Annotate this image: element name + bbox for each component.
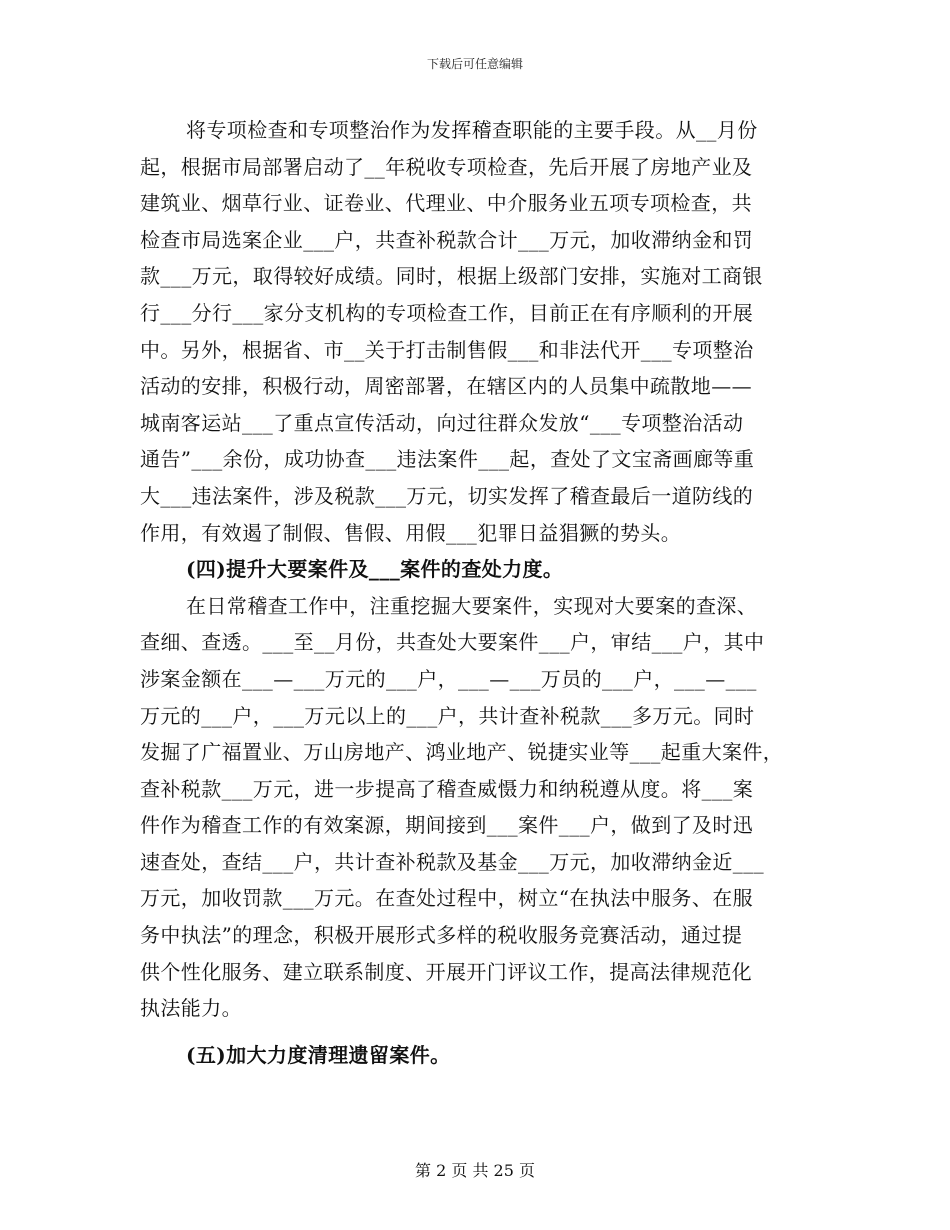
text-line: 查补税款___万元，进一步提高了稽查威慑力和纳税遵从度。将___案 (140, 776, 754, 801)
text-line: 通告”___余份，成功协查___违法案件___起，查处了文宝斋画廊等重 (140, 447, 755, 472)
text-line: 涉案金额在___—___万元的___户，___—___万员的___户，___—___ (140, 666, 757, 691)
page-header: 下载后可任意编辑 (426, 57, 523, 71)
text-line: 发掘了广福置业、万山房地产、鸿业地产、锐捷实业等___起重大案件， (140, 740, 784, 765)
section-heading-5: (五)加大力度清理遗留案件。 (186, 1042, 451, 1067)
text-line: 起，根据市局部署启动了__年税收专项检查，先后开展了房地产业及 (140, 154, 753, 179)
paragraph-major-cases (140, 588, 816, 1027)
text-line: 万元的___户，___万元以上的___户，共计查补税款___多万元。同时 (140, 703, 755, 728)
text-line: 大___违法案件，涉及税款___万元，切实发挥了稽查最后一道防线的 (140, 483, 754, 508)
text-line: 查细、查透。___至__月份，共查处大要案件___户，审结___户，其中 (140, 630, 765, 655)
paragraph-special-inspection (140, 112, 816, 551)
text-line: 城南客运站___了重点宣传活动，向过往群众发放“___专项整治活动 (140, 410, 744, 435)
text-line: 中。另外，根据省、市__关于打击制售假___和非法代开___专项整治 (140, 337, 754, 362)
text-line: 检查市局选案企业___户，共查补税款合计___万元，加收滞纳金和罚 (140, 227, 754, 252)
text-line: 活动的安排，积极行动，周密部署，在辖区内的人员集中疏散地—— (140, 374, 752, 399)
text-line: 行___分行___家分支机构的专项检查工作，目前正在有序顺利的开展 (140, 300, 754, 325)
text-line: 作用，有效遏了制假、售假、用假___犯罪日益猖獗的势头。 (140, 520, 682, 545)
section-heading-4: (四)提升大要案件及___案件的查处力度。 (186, 557, 564, 582)
text-line: 务中执法”的理念，积极开展形式多样的税收服务竞赛活动，通过提 (140, 923, 743, 948)
text-line: 速查处，查结___户，共计查补税款及基金___万元，加收滞纳金近___ (140, 849, 764, 874)
document-body (140, 112, 816, 1073)
text-line: 将专项检查和专项整治作为发挥稽查职能的主要手段。从__月份 (186, 118, 758, 142)
text-line: 建筑业、烟草行业、证卷业、代理业、中介服务业五项专项检查，共 (140, 191, 752, 216)
text-line: 件作为稽查工作的有效案源，期间接到___案件___户，做到了及时迅 (140, 813, 754, 838)
text-line: 万元，加收罚款___万元。在查处过程中，树立“在执法中服务、在服 (140, 886, 754, 911)
page-footer: 第 2 页 共 25 页 (415, 1161, 535, 1180)
text-line: 供个性化服务、建立联系制度、开展开门评议工作，提高法律规范化 (140, 959, 752, 984)
text-line: 款___万元，取得较好成绩。同时，根据上级部门安排，实施对工商银 (140, 264, 763, 289)
text-line: 执法能力。 (140, 996, 242, 1021)
text-line: 在日常稽查工作中，注重挖掘大要案件，实现对大要案的查深、 (186, 593, 758, 618)
